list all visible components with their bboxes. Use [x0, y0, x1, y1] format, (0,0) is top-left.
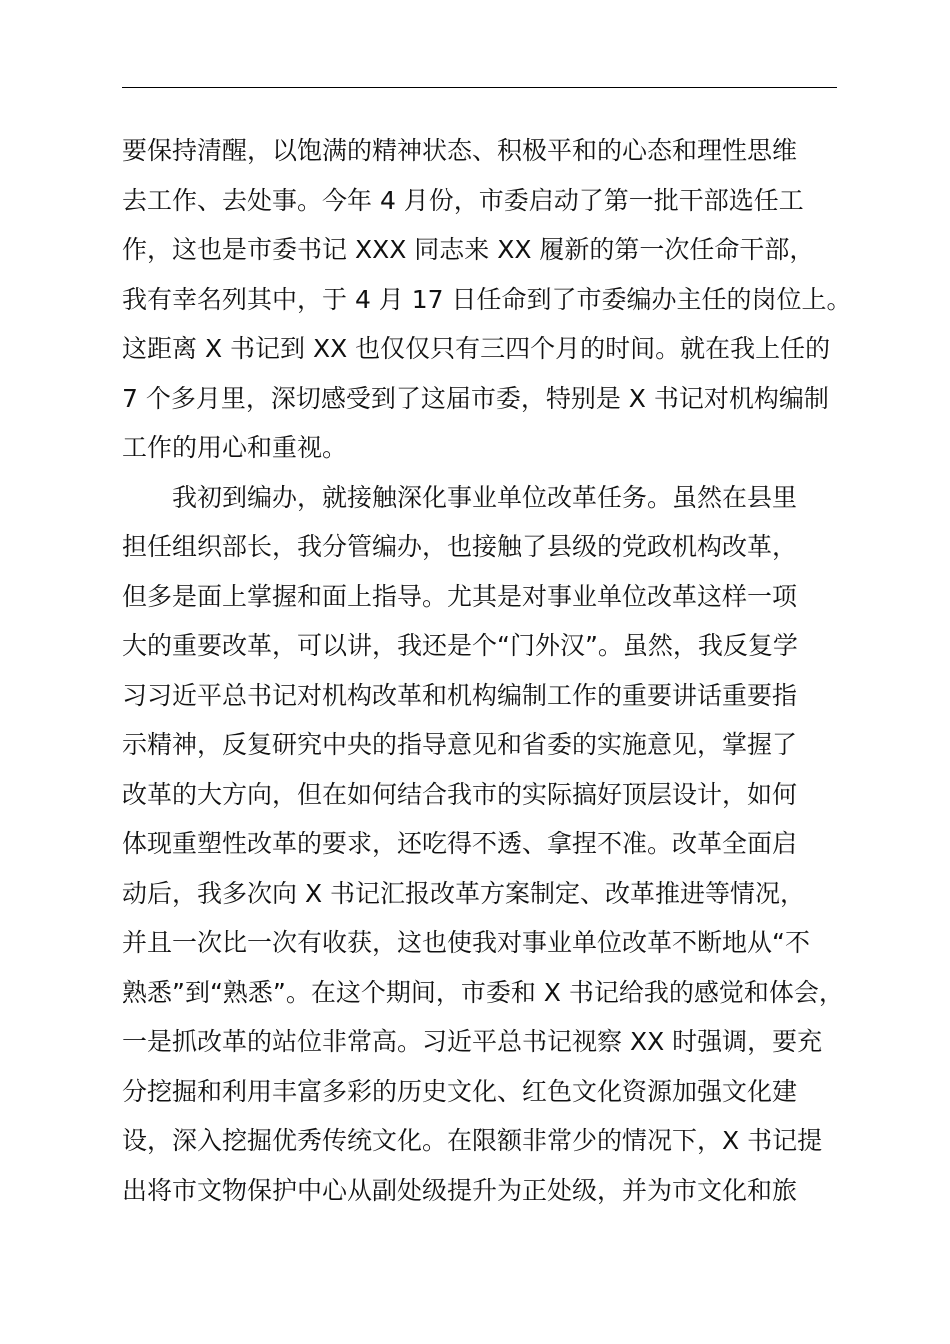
text-line: 要保持清醒，以饱满的精神状态、积极平和的心态和理性思维	[122, 136, 798, 165]
text-line: 体现重塑性改革的要求，还吃得不透、拿捏不准。改革全面启	[122, 829, 798, 858]
text-line: 去工作、去处事。今年 4 月份，市委启动了第一批干部选任工	[122, 185, 804, 215]
text-line: 我有幸名列其中，于 4 月 17 日任命到了市委编办主任的岗位上。	[122, 284, 852, 314]
text-line: 出将市文物保护中心从副处级提升为正处级，并为市文化和旅	[122, 1175, 798, 1205]
text-line: 但多是面上掌握和面上指导。尤其是对事业单位改革这样一项	[122, 581, 798, 611]
text-line: 大的重要改革，可以讲，我还是个“门外汉”。虽然，我反复学	[122, 631, 798, 660]
text-line: 习习近平总书记对机构改革和机构编制工作的重要讲话重要指	[122, 680, 798, 710]
text-line: 并且一次比一次有收获，这也使我对事业单位改革不断地从“不	[122, 928, 810, 957]
text-line: 担任组织部长，我分管编办，也接触了县级的党政机构改革，	[122, 532, 798, 561]
header-rule	[122, 87, 837, 88]
text-line: 设，深入挖掘优秀传统文化。在限额非常少的情况下，X 书记提	[122, 1126, 823, 1155]
text-line: 动后，我多次向 X 书记汇报改革方案制定、改革推进等情况，	[122, 878, 806, 908]
text-line: 分挖掘和利用丰富多彩的历史文化、红色文化资源加强文化建	[122, 1076, 798, 1106]
text-line: 改革的大方向，但在如何结合我市的实际搞好顶层设计，如何	[122, 779, 798, 809]
text-line: 7 个多月里，深切感受到了这届市委，特别是 X 书记对机构编制	[122, 383, 829, 413]
text-line: 这距离 X 书记到 XX 也仅仅只有三四个月的时间。就在我上任的	[122, 334, 831, 363]
paragraph-first-line: 我初到编办，就接触深化事业单位改革任务。虽然在县里	[172, 482, 798, 512]
text-line: 一是抓改革的站位非常高。习近平总书记视察 XX 时强调，要充	[122, 1027, 823, 1056]
body-text	[122, 126, 852, 1215]
text-line: 工作的用心和重视。	[122, 433, 348, 462]
text-line: 示精神，反复研究中央的指导意见和省委的实施意见，掌握了	[122, 730, 798, 759]
text-line: 作，这也是市委书记 XXX 同志来 XX 履新的第一次任命干部，	[122, 235, 815, 264]
text-line: 熟悉”到“熟悉”。在这个期间，市委和 X 书记给我的感觉和体会，	[122, 977, 844, 1007]
